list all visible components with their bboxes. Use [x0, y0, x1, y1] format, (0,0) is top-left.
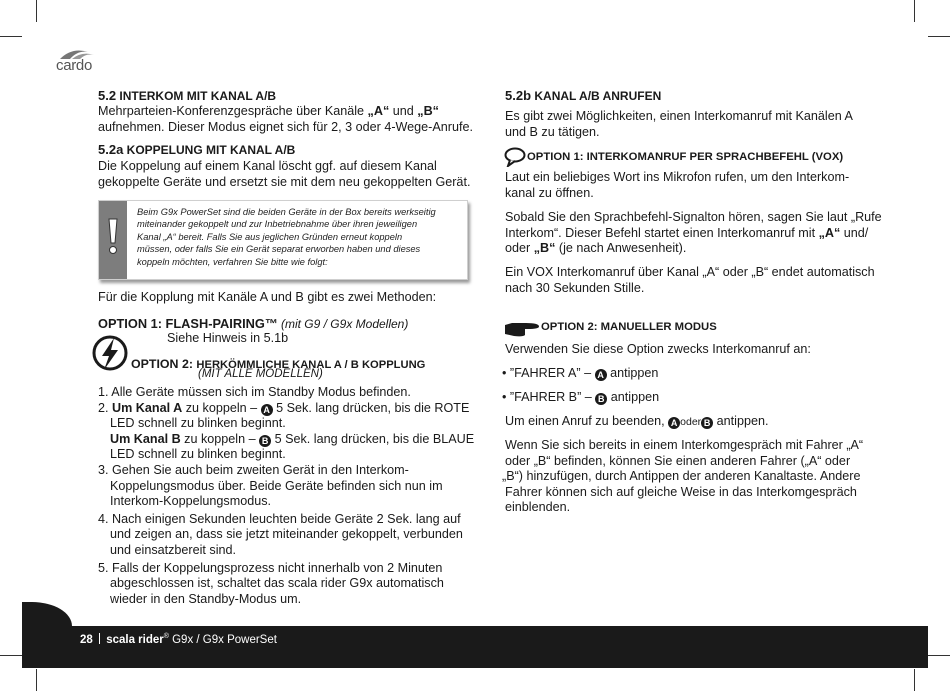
step-3: 3. Gehen Sie auch beim zweiten Gerät in den Interkom-	[98, 462, 409, 477]
vox-end-text: Ein VOX Interkomanruf über Kanal „A“ oder „B“ endet automatisch nach 30 Sekunden Stille.	[505, 265, 875, 295]
manual-option-heading: OPTION 2: MANUELLER MODUS	[541, 321, 717, 333]
page-number: 28	[80, 634, 93, 646]
steps-list	[98, 385, 478, 607]
lightning-icon	[90, 330, 130, 376]
note-line: müssen, oder falls Sie ein Gerät separat erworben haben und dieses	[137, 244, 421, 255]
already-line: „B“) hinzufügen, durch Antippen der anderen Kanaltaste. Andere	[502, 469, 861, 484]
crop-mark	[914, 0, 915, 22]
step-2b: Um Kanal B zu koppeln – B 5 Sek. lang drücken, bis die BLAUE	[110, 431, 475, 446]
rider-b-item: • ”FAHRER B” – B antippen	[502, 390, 660, 404]
option-2-heading: OPTION 2: HERKÖMMLICHE KANAL A / B KOPPLUNG	[131, 357, 426, 371]
crop-mark	[0, 655, 22, 656]
model-name: G9x / G9x PowerSet	[168, 634, 277, 646]
note-box	[98, 200, 468, 280]
already-line: Wenn Sie sich bereits in einem Interkomgespräch mit Fahrer „A“	[505, 438, 864, 452]
crop-mark	[914, 669, 915, 691]
already-line: oder „B“ befinden, können Sie einen anderen Fahrer („A“ oder	[505, 453, 851, 468]
note-line: miteinander gekoppelt und zur Inbetriebnahme über ihren jeweiligen	[137, 219, 418, 230]
button-a-icon: A	[668, 417, 680, 429]
note-text	[137, 206, 459, 268]
step-4-cont: und einsatzbereit sind.	[110, 542, 237, 557]
button-b-icon: B	[595, 393, 607, 405]
crop-mark	[928, 655, 950, 656]
crop-mark	[0, 36, 22, 37]
step-5-cont: abgeschlossen ist, schaltet das scala rider G9x automatisch	[110, 576, 444, 591]
crop-mark	[36, 0, 37, 22]
button-a-icon: A	[261, 404, 273, 416]
step-1: 1. Alle Geräte müssen sich im Standby Modus befinden.	[98, 385, 411, 399]
crop-mark	[928, 36, 950, 37]
page-footer	[22, 626, 928, 668]
vox-option-heading: OPTION 1: INTERKOMANRUF PER SPRACHBEFEHL (VOX)	[527, 151, 844, 163]
note-line: koppeln möchten, verfahren Sie bitte wie folgt:	[137, 256, 328, 267]
note-side-bar	[99, 201, 127, 279]
already-line: einblenden.	[505, 500, 571, 515]
step-2-cont: LED schnell zu blinken beginnt.	[110, 416, 286, 431]
exclamation-icon	[99, 201, 127, 279]
option-2-subtitle: (MIT ALLE MODELLEN)	[198, 368, 323, 380]
step-5: 5. Falls der Koppelungsprozess nicht innerhalb von 2 Minuten	[98, 560, 443, 575]
vox-text: Laut ein beliebiges Wort ins Mikrofon rufen, um den Interkom- kanal zu öffnen.	[505, 170, 850, 200]
step-4: 4. Nach einigen Sekunden leuchten beide Geräte 2 Sek. lang auf	[98, 511, 461, 526]
option-1-heading: OPTION 1: FLASH-PAIRING™ (mit G9 / G9x Modellen)	[98, 316, 409, 331]
note-line: Kanal „A“ bereit. Falls Sie aus jeglichen Gründen erneut koppeln	[137, 231, 403, 242]
step-5-cont: wieder in den Standby-Modus um.	[110, 591, 302, 606]
signal-text: Sobald Sie den Sprachbefehl-Signalton hören, sagen Sie laut „Rufe Interkom“. Dieser Befehl startet einen Interkomanruf mit „A“ und/ oder „B“ (je nach Anwesenheit).	[505, 210, 882, 256]
button-a-icon: A	[595, 369, 607, 381]
methods-text: Für die Kopplung mit Kanäle A und B gibt es zwei Methoden:	[98, 290, 437, 304]
section-5-2b-text: Es gibt zwei Möglichkeiten, einen Interkomanruf mit Kanälen A und B zu tätigen.	[505, 109, 853, 139]
section-5-2b-heading: 5.2b KANAL A/B ANRUFEN	[505, 88, 662, 103]
speech-bubble-icon	[504, 147, 526, 167]
already-line: Fahrer können sich auf gleiche Weise in das Interkomgespräch	[505, 484, 857, 499]
pointing-hand-icon	[504, 320, 540, 338]
step-3-cont: Koppelungsmodus über. Beide Geräte befinden sich nun im	[110, 478, 443, 493]
step-2b-cont: LED schnell zu blinken beginnt.	[110, 447, 286, 462]
manual-text: Verwenden Sie diese Option zwecks Interkomanruf an:	[505, 342, 811, 356]
step-4-cont: und zeigen an, dass sie jetzt miteinander gekoppelt, verbunden	[110, 527, 463, 542]
section-5-2-text: Mehrparteien-Konferenzgespräche über Kanäle „A“ und „B“ aufnehmen. Dieser Modus eignet sich für 2, 3 oder 4-Wege-Anrufe.	[98, 104, 473, 134]
section-5-2a-heading: 5.2a KOPPELUNG MIT KANAL A/B	[98, 142, 296, 157]
button-b-icon: B	[259, 435, 271, 447]
product-name: scala rider	[106, 634, 164, 646]
button-b-icon: B	[701, 417, 713, 429]
footer-divider	[99, 633, 100, 644]
logo-text: cardo	[56, 57, 93, 74]
note-line: Beim G9x PowerSet sind die beiden Geräte in der Box bereits werkseitig	[137, 207, 436, 217]
option-1-reference: Siehe Hinweis in 5.1b	[167, 331, 289, 345]
cardo-logo	[54, 47, 100, 75]
end-call-text: Um einen Anruf zu beenden, A oder B antippen.	[505, 414, 769, 428]
step-2: 2. Um Kanal A zu koppeln – A 5 Sek. lang drücken, bis die ROTE	[98, 400, 470, 415]
step-3-cont: Interkom-Koppelungsmodus.	[110, 494, 272, 509]
section-5-2a-text: Die Koppelung auf einem Kanal löscht ggf. auf diesem Kanal gekoppelte Geräte und ersetzt sie mit dem neu gekoppelten Gerät.	[98, 159, 471, 189]
section-5-2-heading: 5.2 INTERKOM MIT KANAL A/B	[98, 88, 277, 103]
crop-mark	[36, 669, 37, 691]
already-text	[502, 438, 892, 516]
rider-a-item: • ”FAHRER A” – A antippen	[502, 366, 659, 380]
footer-tab	[22, 602, 72, 628]
footer-text: 28 scala rider® G9x / G9x PowerSet	[80, 633, 277, 646]
